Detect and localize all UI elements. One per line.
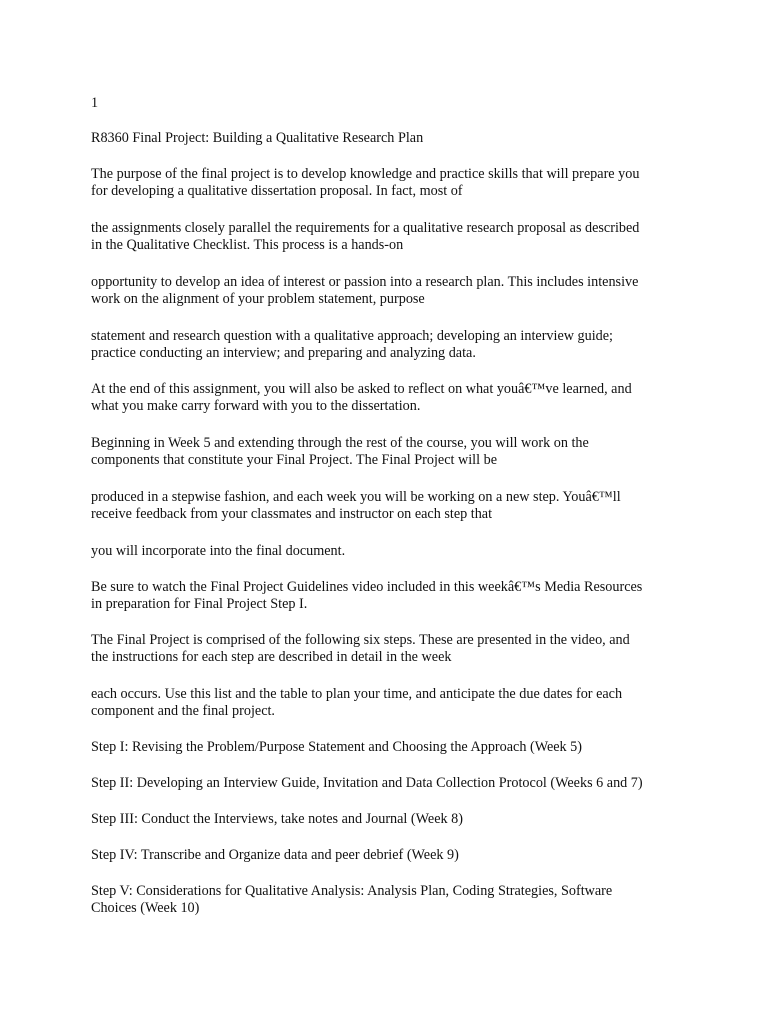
paragraph-line: statement and research question with a qualitative approach; developing an interview guide; (91, 328, 614, 344)
paragraph-line: produced in a stepwise fashion, and each week you will be working on a new step. Youâ€™ll (91, 489, 621, 505)
paragraph-assignments (91, 220, 691, 254)
paragraph-line: what you make carry forward with you to the dissertation. (91, 398, 421, 414)
paragraph-line: you will incorporate into the final document. (91, 543, 346, 559)
step-item-four (91, 847, 691, 864)
paragraph-purpose-intro (91, 166, 691, 200)
paragraph-week-five (91, 435, 691, 469)
paragraph-alignment (91, 328, 691, 362)
step-item-five (91, 883, 691, 917)
step-item-two (91, 775, 691, 792)
paragraph-line: opportunity to develop an idea of interest or passion into a research plan. This includes intensive (91, 274, 639, 290)
paragraph-line: the instructions for each step are described in detail in the week (91, 649, 452, 665)
step-item-one (91, 739, 691, 756)
page-number-text: 1 (91, 95, 99, 111)
paragraph-line: practice conducting an interview; and preparing and analyzing data. (91, 345, 476, 361)
paragraph-reflection (91, 381, 691, 415)
page-number (91, 95, 691, 112)
step-item-three (91, 811, 691, 828)
paragraph-line: in preparation for Final Project Step I. (91, 596, 308, 612)
paragraph-line: in the Qualitative Checklist. This process is a hands-on (91, 237, 404, 253)
step-line: Step IV: Transcribe and Organize data and peer debrief (Week 9) (91, 847, 459, 863)
step-line: Step II: Developing an Interview Guide, Invitation and Data Collection Protocol (Weeks 6 and 7) (91, 775, 643, 791)
paragraph-line: for developing a qualitative dissertation proposal. In fact, most of (91, 183, 463, 199)
paragraph-line: At the end of this assignment, you will also be asked to reflect on what youâ€™ve learned, and (91, 381, 632, 397)
paragraph-six-steps (91, 632, 691, 666)
paragraph-stepwise (91, 489, 691, 523)
paragraph-line: the assignments closely parallel the requirements for a qualitative research proposal as described (91, 220, 640, 236)
step-line: Step V: Considerations for Qualitative Analysis: Analysis Plan, Coding Strategies, Software (91, 883, 613, 899)
step-line: Step III: Conduct the Interviews, take notes and Journal (Week 8) (91, 811, 463, 827)
paragraph-line: components that constitute your Final Project. The Final Project will be (91, 452, 497, 468)
document-title-text: R8360 Final Project: Building a Qualitative Research Plan (91, 130, 424, 146)
document-title (91, 130, 691, 147)
paragraph-incorporate (91, 543, 691, 560)
paragraph-line: Be sure to watch the Final Project Guidelines video included in this weekâ€™s Media Resources (91, 579, 643, 595)
step-line: Choices (Week 10) (91, 900, 200, 916)
paragraph-line: Beginning in Week 5 and extending through the rest of the course, you will work on the (91, 435, 589, 451)
step-line: Step I: Revising the Problem/Purpose Statement and Choosing the Approach (Week 5) (91, 739, 583, 755)
paragraph-line: The purpose of the final project is to develop knowledge and practice skills that will prepare you (91, 166, 640, 182)
paragraph-line: receive feedback from your classmates and instructor on each step that (91, 506, 493, 522)
paragraph-plan-time (91, 686, 691, 720)
paragraph-video (91, 579, 691, 613)
paragraph-line: each occurs. Use this list and the table to plan your time, and anticipate the due dates for each (91, 686, 623, 702)
paragraph-line: The Final Project is comprised of the following six steps. These are presented in the video, and (91, 632, 630, 648)
paragraph-line: work on the alignment of your problem statement, purpose (91, 291, 425, 307)
paragraph-opportunity (91, 274, 691, 308)
paragraph-line: component and the final project. (91, 703, 275, 719)
